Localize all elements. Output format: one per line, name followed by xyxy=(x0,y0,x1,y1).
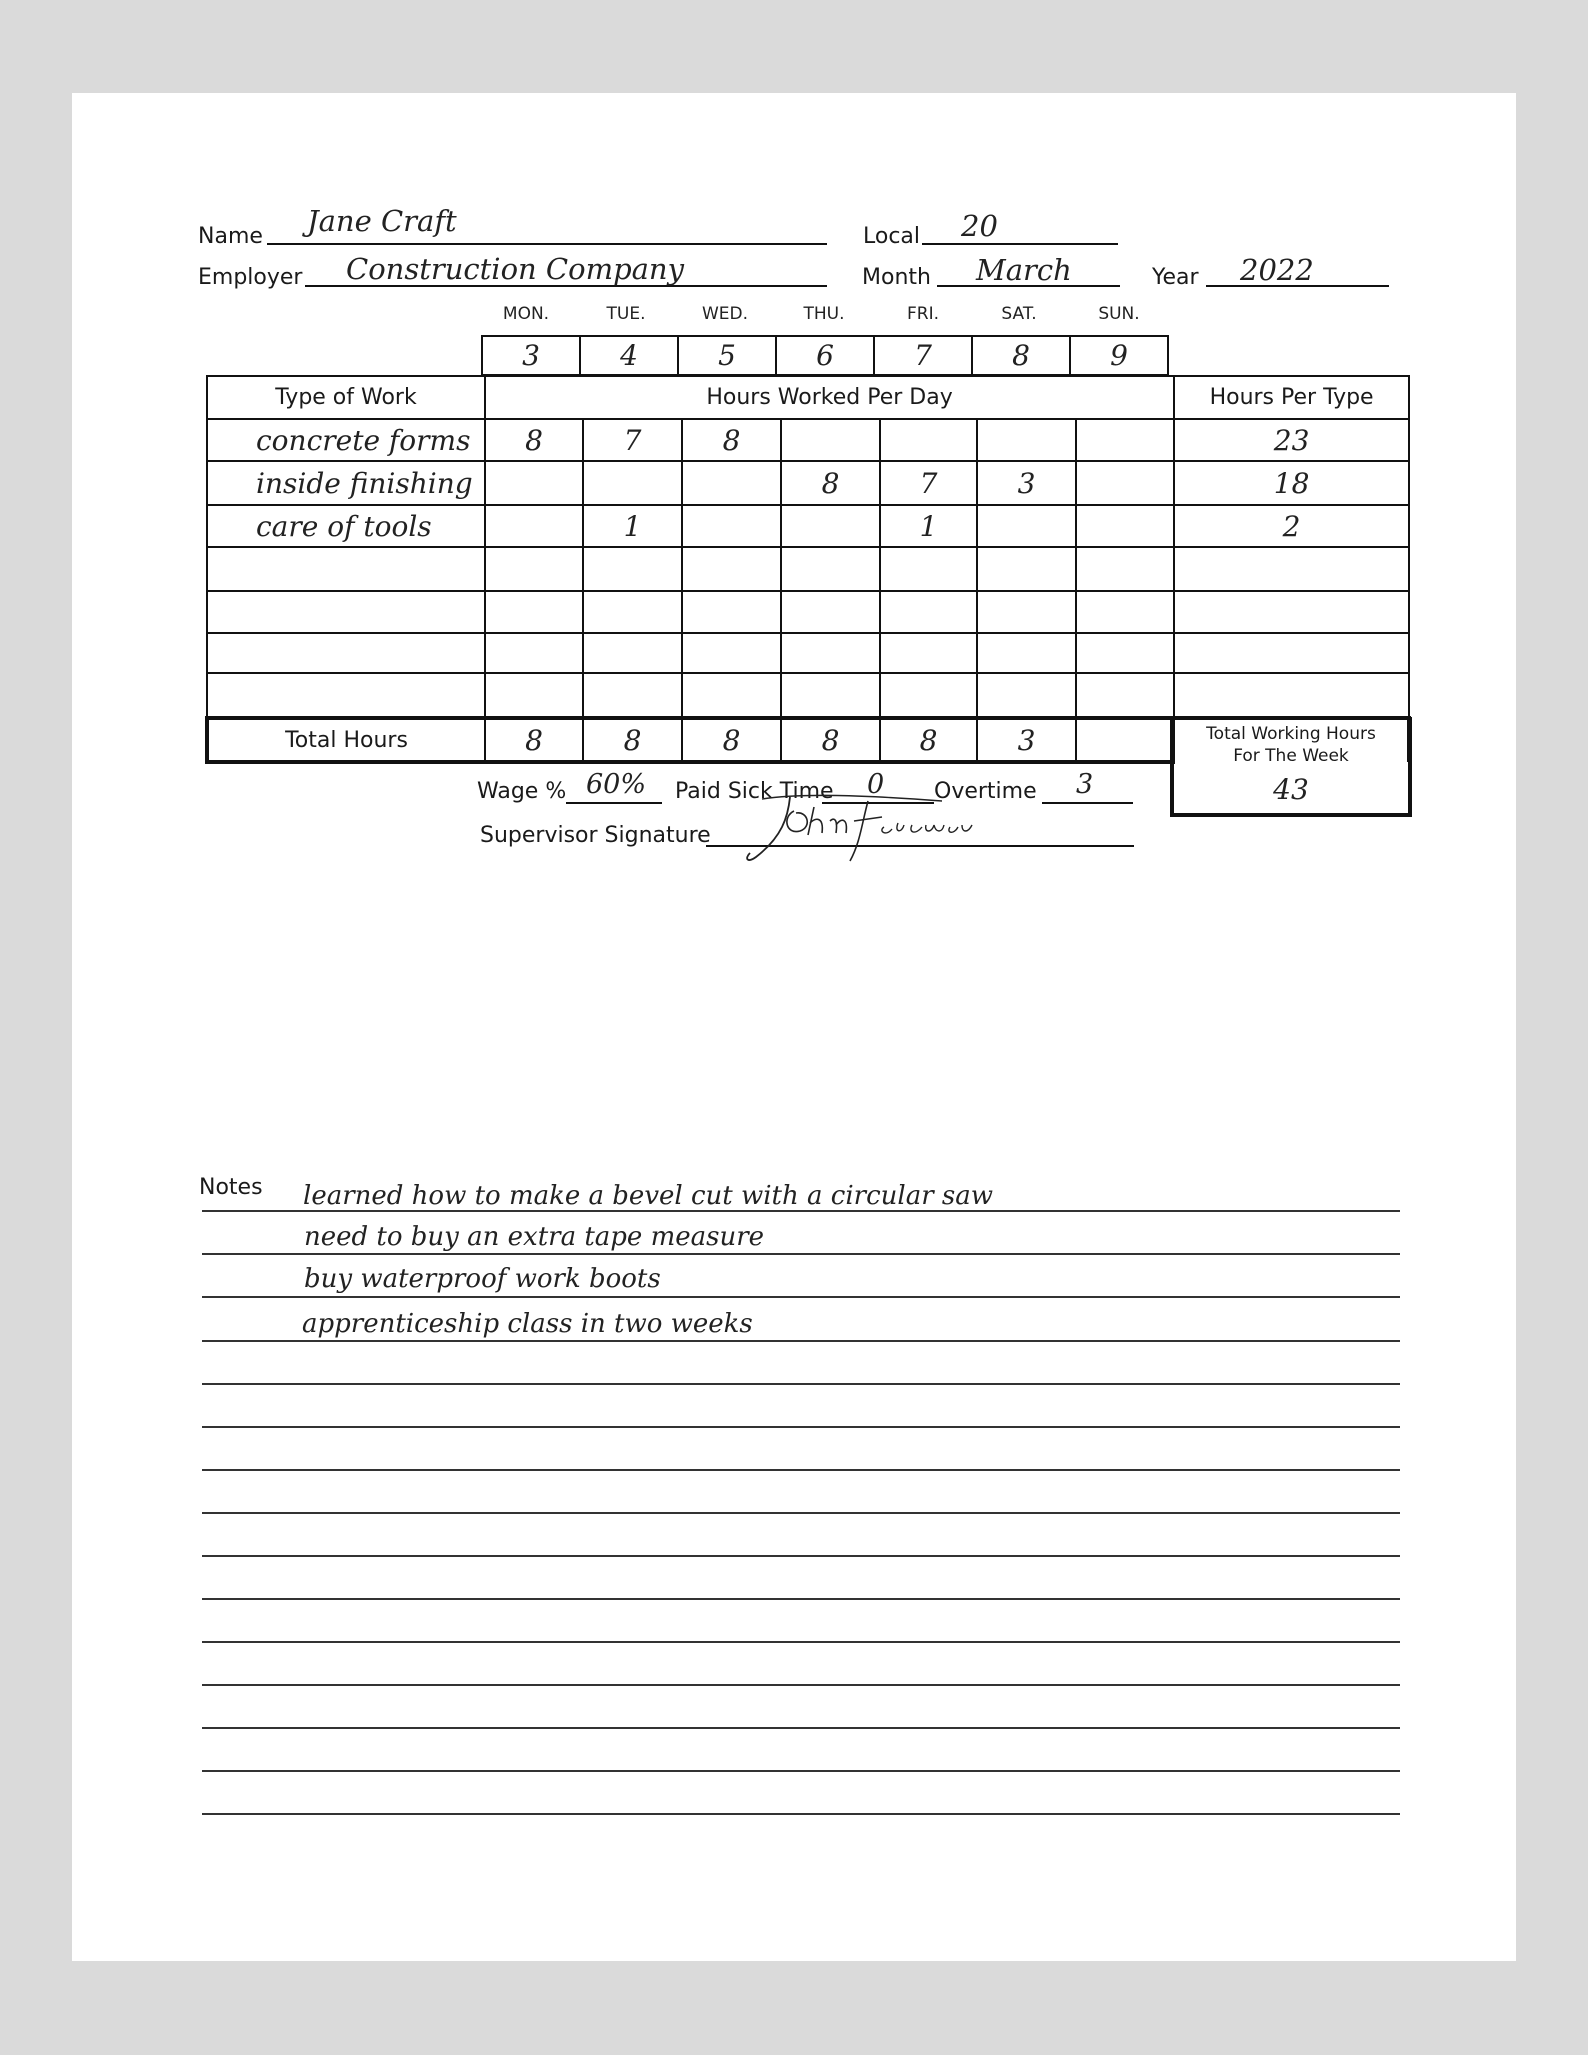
note-line xyxy=(202,1469,1400,1471)
hours-cell[interactable] xyxy=(880,673,977,718)
local-value[interactable]: 20 xyxy=(961,209,998,243)
hours-cell[interactable] xyxy=(682,505,781,547)
table-row xyxy=(207,591,1409,633)
note-line xyxy=(202,1641,1400,1643)
note-line xyxy=(202,1770,1400,1772)
hours-cell[interactable]: 1 xyxy=(880,505,977,547)
total-hours-cell[interactable]: 8 xyxy=(682,718,781,762)
type-total-cell[interactable]: 18 xyxy=(1174,461,1409,505)
notes-label: Notes xyxy=(199,1175,263,1200)
hours-table xyxy=(205,375,1411,764)
type-of-work-header: Type of Work xyxy=(207,376,485,419)
total-hours-cell[interactable]: 8 xyxy=(781,718,880,762)
day-label-tue: TUE. xyxy=(606,304,646,324)
hours-cell[interactable]: 8 xyxy=(485,419,583,461)
work-type-cell[interactable]: inside finishing xyxy=(207,461,485,505)
hours-cell[interactable] xyxy=(583,591,682,633)
hours-cell[interactable] xyxy=(1076,591,1174,633)
hours-cell[interactable] xyxy=(781,591,880,633)
name-underline xyxy=(267,243,827,245)
note-line xyxy=(202,1684,1400,1686)
local-label: Local xyxy=(863,224,921,249)
overtime-underline xyxy=(1042,802,1133,804)
hours-cell[interactable] xyxy=(485,547,583,591)
hours-cell[interactable] xyxy=(682,461,781,505)
hours-cell[interactable] xyxy=(977,419,1076,461)
work-type-cell[interactable] xyxy=(207,633,485,673)
date-cell[interactable]: 8 xyxy=(972,336,1070,375)
hours-cell[interactable] xyxy=(485,633,583,673)
table-row xyxy=(207,461,1409,505)
hours-cell[interactable]: 8 xyxy=(682,419,781,461)
note-line xyxy=(202,1210,1400,1212)
date-cell[interactable]: 7 xyxy=(874,336,972,375)
sick-time-label: Paid Sick Time xyxy=(675,779,834,804)
day-label-fri: FRI. xyxy=(906,304,939,324)
hours-cell[interactable] xyxy=(977,673,1076,718)
week-total-value[interactable]: 43 xyxy=(1273,773,1309,806)
hours-cell[interactable] xyxy=(682,547,781,591)
hours-cell[interactable] xyxy=(781,673,880,718)
hours-cell[interactable] xyxy=(1076,461,1174,505)
overtime-label: Overtime xyxy=(934,779,1037,804)
work-type-cell[interactable] xyxy=(207,673,485,718)
hours-cell[interactable] xyxy=(880,547,977,591)
note-line xyxy=(202,1512,1400,1514)
supervisor-signature-label: Supervisor Signature xyxy=(480,823,711,848)
hours-cell[interactable] xyxy=(682,633,781,673)
hours-cell[interactable]: 7 xyxy=(880,461,977,505)
note-text[interactable]: learned how to make a bevel cut with a circular saw xyxy=(303,1181,994,1211)
total-hours-cell[interactable] xyxy=(1076,718,1174,762)
type-total-cell[interactable]: 23 xyxy=(1174,419,1409,461)
hours-cell[interactable] xyxy=(977,633,1076,673)
total-hours-cell[interactable]: 8 xyxy=(485,718,583,762)
hours-cell[interactable] xyxy=(977,547,1076,591)
date-cell[interactable]: 9 xyxy=(1070,336,1168,375)
hours-cell[interactable] xyxy=(583,547,682,591)
hours-worked-header: Hours Worked Per Day xyxy=(485,376,1174,419)
hours-cell[interactable] xyxy=(485,591,583,633)
hours-cell[interactable] xyxy=(1076,547,1174,591)
overtime-value[interactable]: 3 xyxy=(1076,769,1094,800)
hours-cell[interactable] xyxy=(485,461,583,505)
year-label: Year xyxy=(1152,265,1199,290)
day-label-sun: SUN. xyxy=(1098,304,1140,324)
employer-label: Employer xyxy=(198,265,303,290)
hours-cell[interactable] xyxy=(1076,633,1174,673)
total-hours-cell[interactable]: 3 xyxy=(977,718,1076,762)
week-total-title: Total Working Hours For The Week xyxy=(1206,724,1376,766)
hours-cell[interactable] xyxy=(880,633,977,673)
type-total-cell[interactable] xyxy=(1174,673,1409,718)
wage-underline xyxy=(566,802,662,804)
hours-cell[interactable] xyxy=(880,419,977,461)
work-type-cell[interactable] xyxy=(207,591,485,633)
hours-cell[interactable] xyxy=(682,673,781,718)
wage-value[interactable]: 60% xyxy=(586,769,647,800)
note-text[interactable]: apprenticeship class in two weeks xyxy=(302,1309,753,1339)
wage-label: Wage % xyxy=(477,779,567,804)
hours-cell[interactable]: 1 xyxy=(583,505,682,547)
hours-cell[interactable] xyxy=(583,461,682,505)
month-label: Month xyxy=(862,265,931,290)
table-row xyxy=(207,419,1409,461)
hours-cell[interactable] xyxy=(781,505,880,547)
table-row xyxy=(207,505,1409,547)
day-label-sat: SAT. xyxy=(1001,304,1037,324)
week-total-box xyxy=(1170,717,1412,817)
dates-row xyxy=(481,335,1169,376)
date-cell[interactable]: 5 xyxy=(678,336,776,375)
table-row xyxy=(207,547,1409,591)
day-label-mon: MON. xyxy=(502,304,550,324)
total-hours-cell[interactable]: 8 xyxy=(583,718,682,762)
hours-cell[interactable]: 8 xyxy=(781,461,880,505)
hours-cell[interactable]: 7 xyxy=(583,419,682,461)
hours-cell[interactable] xyxy=(583,633,682,673)
local-underline xyxy=(922,243,1118,245)
table-row xyxy=(207,673,1409,718)
hours-cell[interactable] xyxy=(977,591,1076,633)
work-type-cell[interactable]: concrete forms xyxy=(207,419,485,461)
hours-cell[interactable] xyxy=(1076,419,1174,461)
note-line xyxy=(202,1555,1400,1557)
employer-value[interactable]: Construction Company xyxy=(346,252,684,286)
total-hours-label: Total Hours xyxy=(207,718,485,762)
month-value[interactable]: March xyxy=(976,253,1072,287)
year-value[interactable]: 2022 xyxy=(1240,253,1314,287)
hours-cell[interactable] xyxy=(583,673,682,718)
work-type-cell[interactable]: care of tools xyxy=(207,505,485,547)
day-label-wed: WED. xyxy=(701,304,749,324)
table-row xyxy=(207,633,1409,673)
type-total-cell[interactable] xyxy=(1174,591,1409,633)
total-hours-cell[interactable]: 8 xyxy=(880,718,977,762)
hours-cell[interactable] xyxy=(781,547,880,591)
date-cell[interactable]: 6 xyxy=(776,336,874,375)
hours-cell[interactable] xyxy=(485,673,583,718)
type-total-cell[interactable] xyxy=(1174,633,1409,673)
note-line xyxy=(202,1598,1400,1600)
work-type-cell[interactable] xyxy=(207,547,485,591)
signature-image xyxy=(742,787,1002,867)
date-cell[interactable]: 3 xyxy=(482,336,580,375)
hours-cell[interactable] xyxy=(781,419,880,461)
sick-time-value[interactable]: 0 xyxy=(867,769,885,800)
note-text[interactable]: buy waterproof work boots xyxy=(304,1264,661,1294)
note-line xyxy=(202,1727,1400,1729)
hours-per-type-header: Hours Per Type xyxy=(1174,376,1409,419)
hours-cell[interactable] xyxy=(1076,505,1174,547)
type-total-cell[interactable]: 2 xyxy=(1174,505,1409,547)
name-label: Name xyxy=(198,224,263,249)
date-cell[interactable]: 4 xyxy=(580,336,678,375)
note-line xyxy=(202,1253,1400,1255)
hours-cell[interactable] xyxy=(781,633,880,673)
table-header-row xyxy=(207,376,1409,419)
hours-cell[interactable] xyxy=(977,505,1076,547)
hours-cell[interactable] xyxy=(1076,673,1174,718)
note-text[interactable]: need to buy an extra tape measure xyxy=(304,1222,765,1252)
name-value[interactable]: Jane Craft xyxy=(307,204,457,238)
hours-cell[interactable]: 3 xyxy=(977,461,1076,505)
note-line xyxy=(202,1813,1400,1815)
note-line xyxy=(202,1340,1400,1342)
day-label-thu: THU. xyxy=(803,304,845,324)
note-line xyxy=(202,1296,1400,1298)
note-line xyxy=(202,1426,1400,1428)
hours-cell[interactable] xyxy=(682,591,781,633)
note-line xyxy=(202,1383,1400,1385)
hours-cell[interactable] xyxy=(880,591,977,633)
type-total-cell[interactable] xyxy=(1174,547,1409,591)
supervisor-signature[interactable] xyxy=(742,787,1002,867)
hours-cell[interactable] xyxy=(485,505,583,547)
